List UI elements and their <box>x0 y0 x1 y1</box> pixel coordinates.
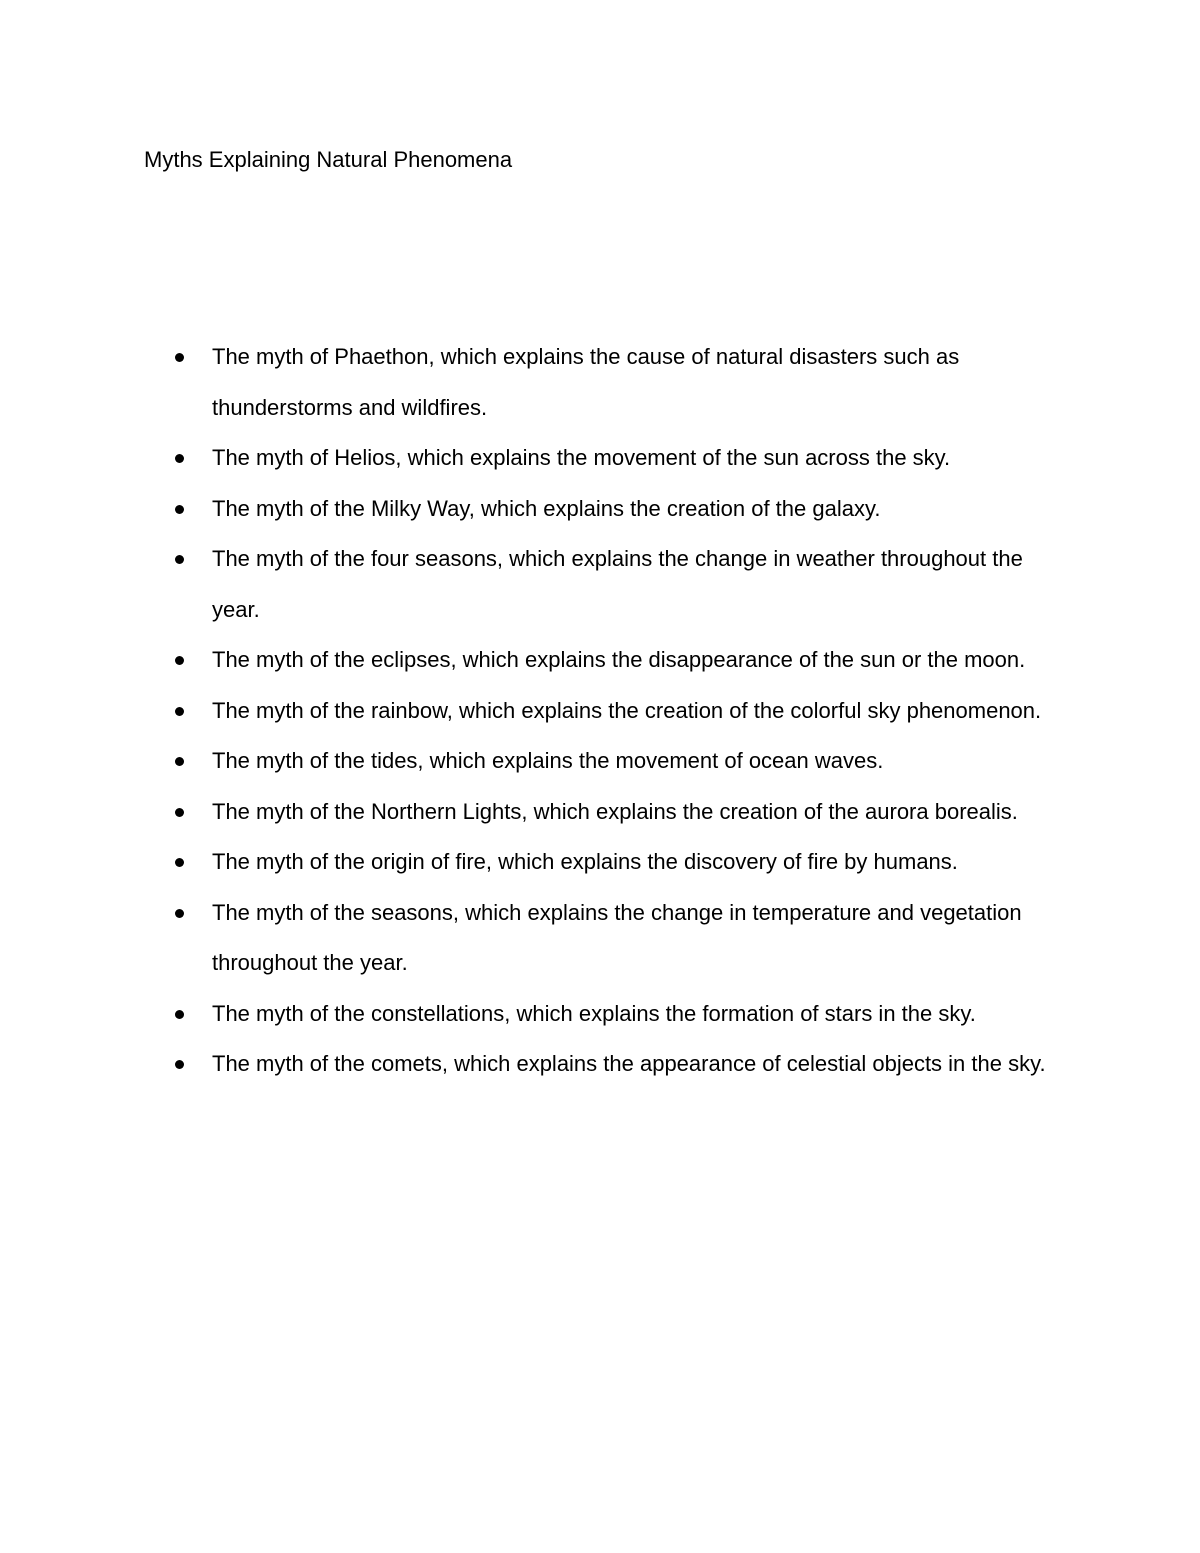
bullet-icon <box>175 505 184 514</box>
list-item <box>212 989 1072 1040</box>
list-item <box>212 837 1072 888</box>
list-item-text: The myth of Phaethon, which explains the cause of natural disasters such as thunderstorms and wildfires. <box>212 344 960 420</box>
bullet-icon <box>175 353 184 362</box>
list-item-text: The myth of the origin of fire, which explains the discovery of fire by humans. <box>212 849 958 874</box>
list-item-text: The myth of the seasons, which explains the change in temperature and vegetation throughout the year. <box>212 899 1022 975</box>
list-item <box>212 1039 1072 1090</box>
list-item <box>212 787 1072 838</box>
list-item <box>212 433 1072 484</box>
bullet-icon <box>175 1060 184 1069</box>
document-title: Myths Explaining Natural Phenomena <box>144 147 513 172</box>
list-item-text: The myth of the Milky Way, which explains the creation of the galaxy. <box>212 495 881 521</box>
bullet-icon <box>175 555 184 564</box>
myths-bullet-list <box>212 332 1072 1090</box>
list-item-text: The myth of the comets, which explains the appearance of celestial objects in the sky. <box>212 1051 1046 1076</box>
list-item <box>212 888 1072 989</box>
list-item <box>212 736 1072 787</box>
list-item-text: The myth of the eclipses, which explains the disappearance of the sun or the moon. <box>212 647 1026 672</box>
list-item-text: The myth of the Northern Lights, which explains the creation of the aurora borealis. <box>212 798 1018 824</box>
list-item-text: The myth of the constellations, which explains the formation of stars in the sky. <box>212 1000 976 1026</box>
bullet-icon <box>175 909 184 918</box>
bullet-icon <box>175 808 184 817</box>
list-item-text: The myth of the rainbow, which explains the creation of the colorful sky phenomenon. <box>212 697 1042 723</box>
list-item <box>212 686 1072 737</box>
list-item-text: The myth of Helios, which explains the movement of the sun across the sky. <box>212 445 951 470</box>
list-item <box>212 635 1072 686</box>
list-item <box>212 534 1072 635</box>
bullet-icon <box>175 757 184 766</box>
list-item <box>212 484 1072 535</box>
list-item-text: The myth of the four seasons, which explains the change in weather throughout the year. <box>212 546 1023 622</box>
bullet-icon <box>175 858 184 867</box>
bullet-icon <box>175 1010 184 1019</box>
bullet-icon <box>175 656 184 665</box>
list-item <box>212 332 1072 433</box>
bullet-icon <box>175 454 184 463</box>
list-item-text: The myth of the tides, which explains the movement of ocean waves. <box>212 748 884 773</box>
bullet-icon <box>175 707 184 716</box>
